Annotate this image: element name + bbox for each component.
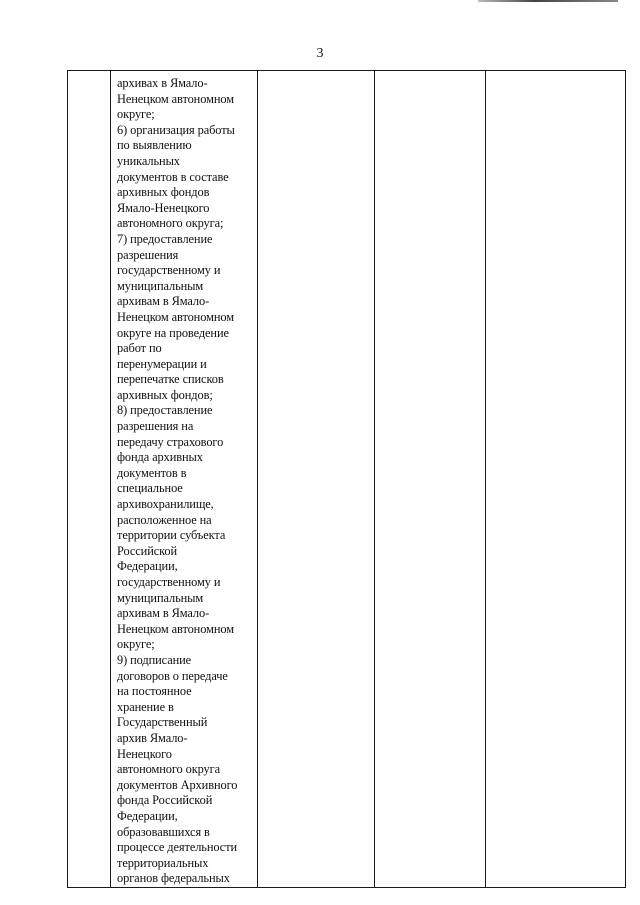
cell-line: расположенное на bbox=[117, 512, 212, 527]
cell-line: документов в bbox=[117, 465, 187, 480]
cell-line: процессе деятельности bbox=[117, 840, 238, 855]
cell-line: Государственный bbox=[117, 715, 208, 730]
cell-line: 6) организация работы bbox=[117, 122, 235, 137]
cell-line: фонда Российской bbox=[117, 793, 213, 808]
table-cell-empty-4 bbox=[375, 71, 486, 888]
cell-line: автономного округа bbox=[117, 762, 221, 777]
cell-line: Федерации, bbox=[117, 559, 178, 574]
table-cell-empty-5 bbox=[486, 71, 626, 888]
cell-line: 7) предоставление bbox=[117, 231, 213, 246]
cell-line: архивохранилище, bbox=[117, 497, 214, 512]
cell-line: документов в составе bbox=[117, 169, 229, 184]
cell-line: по выявлению bbox=[117, 138, 192, 153]
cell-line: округе; bbox=[117, 637, 155, 652]
cell-text-powers bbox=[111, 71, 257, 887]
page-number: 3 bbox=[316, 46, 324, 61]
cell-line: Ненецком автономном bbox=[117, 621, 234, 636]
cell-line: муниципальным bbox=[117, 590, 204, 605]
cell-line: Российской bbox=[117, 543, 178, 558]
document-table bbox=[67, 70, 626, 888]
cell-line: архивных фондов bbox=[117, 185, 210, 200]
cell-line: перенумерации и bbox=[117, 356, 207, 371]
table-row bbox=[68, 71, 626, 888]
cell-line: государственному и bbox=[117, 263, 221, 278]
scan-edge-mark bbox=[478, 0, 618, 2]
cell-line: архивных фондов; bbox=[117, 387, 213, 402]
cell-line: архивах в Ямало- bbox=[117, 76, 208, 90]
cell-line: архив Ямало- bbox=[117, 730, 188, 745]
cell-line: Ненецком автономном bbox=[117, 91, 234, 106]
cell-line: Ненецкого bbox=[117, 746, 172, 761]
cell-line: территории субъекта bbox=[117, 528, 226, 543]
cell-line: автономного округа; bbox=[117, 216, 224, 231]
cell-line: уникальных bbox=[117, 153, 180, 168]
cell-line: разрешения на bbox=[117, 419, 194, 434]
cell-line: округе на проведение bbox=[117, 325, 229, 340]
cell-line: муниципальным bbox=[117, 278, 204, 293]
table-cell-number bbox=[68, 71, 111, 888]
cell-line: разрешения bbox=[117, 247, 179, 262]
cell-line: архивам в Ямало- bbox=[117, 606, 210, 621]
cell-line: документов Архивного bbox=[117, 777, 238, 792]
cell-line: работ по bbox=[117, 341, 162, 356]
cell-line: на постоянное bbox=[117, 684, 192, 699]
cell-line: перепечатке списков bbox=[117, 372, 224, 387]
table-cell-empty-3 bbox=[258, 71, 375, 888]
cell-line: государственному и bbox=[117, 575, 221, 589]
cell-line: передачу страхового bbox=[117, 434, 224, 449]
cell-line: хранение в bbox=[117, 699, 174, 714]
cell-line: округе; bbox=[117, 107, 155, 122]
cell-line: Федерации, bbox=[117, 808, 178, 823]
cell-line: образовавшихся в bbox=[117, 824, 210, 839]
cell-line: архивам в Ямало- bbox=[117, 294, 210, 309]
table-cell-powers bbox=[111, 71, 258, 888]
cell-line: 8) предоставление bbox=[117, 403, 213, 418]
cell-line: специальное bbox=[117, 481, 183, 496]
cell-line: Ненецком автономном bbox=[117, 309, 234, 324]
cell-line: фонда архивных bbox=[117, 450, 203, 465]
cell-line: Ямало-Ненецкого bbox=[117, 200, 210, 215]
cell-line: 9) подписание bbox=[117, 652, 192, 667]
cell-line: договоров о передаче bbox=[117, 668, 228, 683]
cell-line: территориальных bbox=[117, 855, 209, 870]
cell-line: органов федеральных bbox=[117, 871, 230, 886]
